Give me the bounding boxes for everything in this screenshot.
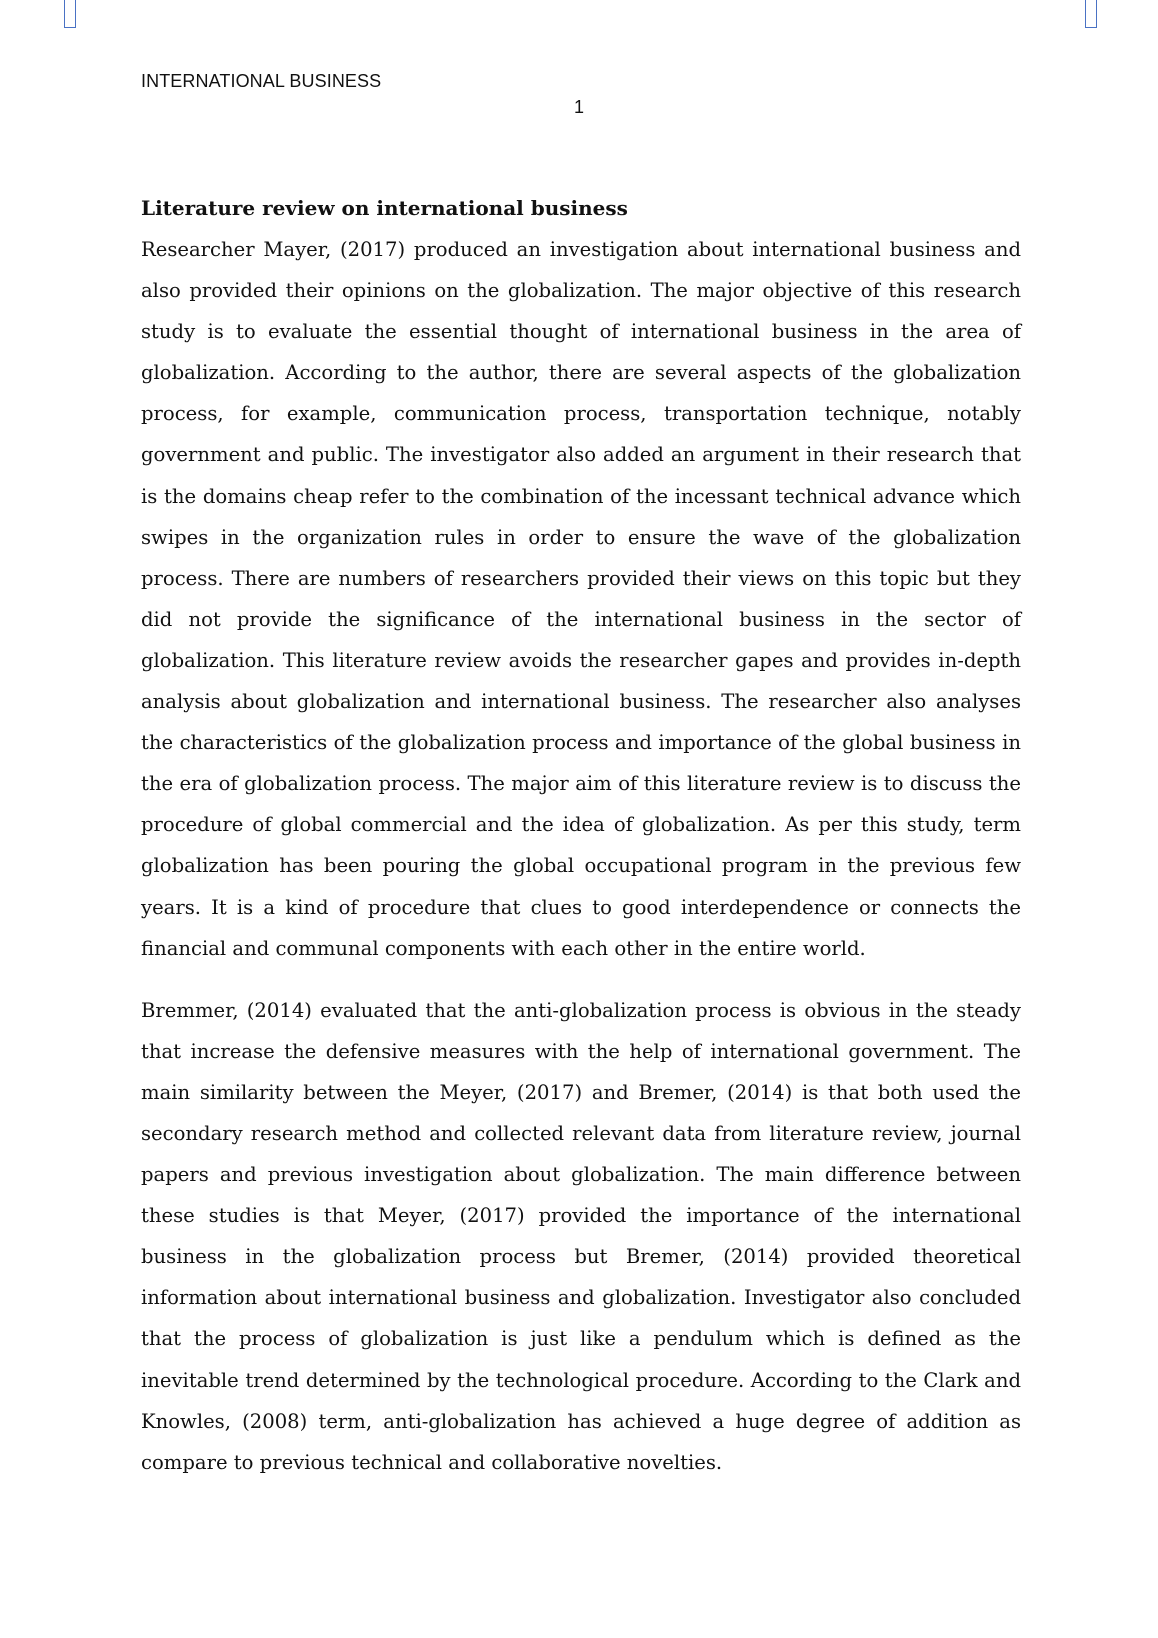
section-heading: Literature review on international business xyxy=(141,196,628,220)
running-head: INTERNATIONAL BUSINESS xyxy=(141,71,382,91)
page-number: 1 xyxy=(573,97,584,117)
paragraph-1: Researcher Mayer, (2017) produced an investigation about international business and also provided their opinions on the globalization. The major objective of this research study is to evaluate the essential thought of international business in the area of globalization. According to the author, there are several aspects of the globalization process, for example, communication process, transportation technique, notably government and public. The investigator also added an argument in their research that is the domains cheap refer to the combination of the incessant technical advance which swipes in the organization rules in order to ensure the wave of the globalization process. There are numbers of researchers provided their views on this topic but they did not provide the significance of the international business in the sector of globalization. This literature review avoids the researcher gapes and provides in-depth analysis about globalization and international business. The researcher also analyses the characteristics of the globalization process and importance of the global business in the era of globalization process. The major aim of this literature review is to discuss the procedure of global commercial and the idea of globalization. As per this study, term globalization has been pouring the global occupational program in the previous few years. It is a kind of procedure that clues to good interdependence or connects the financial and communal components with each other in the entire world. xyxy=(141,238,1021,960)
document-body xyxy=(141,188,1021,1483)
crop-mark-right xyxy=(1085,0,1097,28)
paragraph-2: Bremmer, (2014) evaluated that the anti-globalization process is obvious in the steady that increase the defensive measures with the help of international government. The main similarity between the Meyer, (2017) and Bremer, (2014) is that both used the secondary research method and collected relevant data from literature review, journal papers and previous investigation about globalization. The main difference between these studies is that Meyer, (2017) provided the importance of the international business in the globalization process but Bremer, (2014) provided theoretical information about international business and globalization. Investigator also concluded that the process of globalization is just like a pendulum which is defined as the inevitable trend determined by the technological procedure. According to the Clark and Knowles, (2008) term, anti-globalization has achieved a huge degree of addition as compare to previous technical and collaborative novelties. xyxy=(141,998,1021,1474)
crop-mark-left xyxy=(64,0,76,28)
